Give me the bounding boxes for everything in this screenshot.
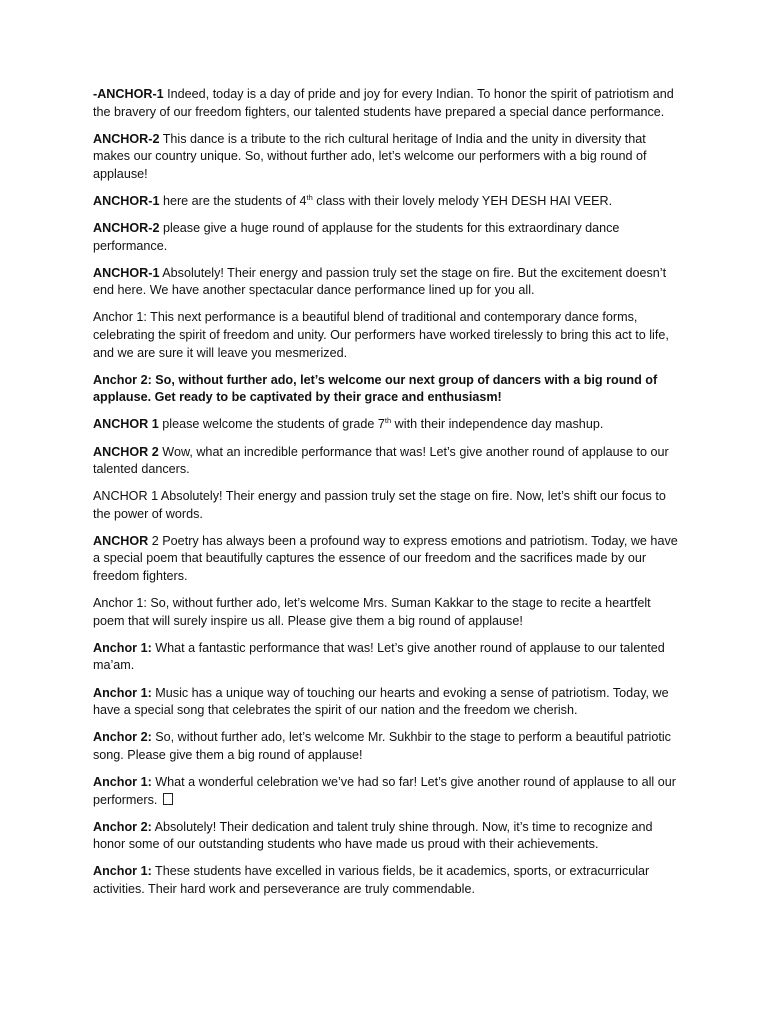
paragraph-17	[93, 819, 678, 854]
paragraph-text: Wow, what an incredible performance that was! Let’s give another round of applause to our talented dancers.	[93, 444, 669, 477]
speaker-label: ANCHOR-1	[93, 193, 160, 208]
paragraph-8	[93, 416, 678, 434]
paragraph-text: These students have excelled in various fields, be it academics, sports, or extracurricular activities. Their hard work and perseverance are truly commendable.	[93, 864, 650, 896]
paragraph-9	[93, 444, 678, 479]
paragraph-1	[93, 86, 678, 121]
paragraph-text: here are the students of 4	[159, 193, 307, 208]
speaker-label: Anchor 1:	[93, 685, 152, 700]
paragraph-10	[93, 488, 678, 523]
paragraph-5	[93, 265, 678, 300]
speaker-label: ANCHOR 1	[93, 417, 159, 432]
paragraph-text: What a fantastic performance that was! Let’s give another round of applause to our talented ma’am.	[93, 640, 665, 673]
paragraph-text: Absolutely! Their energy and passion truly set the stage on fire. But the excitement doesn’t end here. We have another spectacular dance performance lined up for you all.	[93, 265, 667, 298]
paragraph-text: please give a huge round of applause for the students for this extraordinary dance performance.	[93, 221, 620, 253]
paragraph-7	[93, 372, 678, 407]
paragraph-11	[93, 533, 678, 586]
paragraph-text: What a wonderful celebration we’ve had so far! Let’s give another round of applause to all our performers.	[93, 774, 676, 807]
paragraph-12	[93, 595, 678, 630]
speaker-label: Anchor 1:	[93, 774, 152, 789]
speaker-label: -ANCHOR-1	[93, 87, 164, 101]
paragraph-4	[93, 220, 678, 255]
superscript: th	[306, 192, 313, 202]
paragraph-text: Anchor 1: So, without further ado, let’s welcome Mrs. Suman Kakkar to the stage to recite a heartfelt poem that will surely inspire us all. Please give them a big round of applause!	[93, 596, 651, 628]
speaker-label: Anchor 2:	[93, 819, 152, 834]
paragraph-text: Anchor 1: This next performance is a beautiful blend of traditional and contemporary dance forms, celebrating the spirit of freedom and unity. Our performers have worked tirelessly to bring this act to life, and we are sure it will leave you mesmerized.	[93, 310, 669, 360]
paragraph-text: Indeed, today is a day of pride and joy for every Indian. To honor the spirit of patriotism and the bravery of our freedom fighters, our talented students have prepared a special dance performance.	[93, 87, 674, 119]
paragraph-3	[93, 193, 678, 211]
paragraph-text: please welcome the students of grade 7	[158, 417, 385, 432]
paragraph-text-cont: class with their lovely melody YEH DESH HAI VEER.	[312, 193, 613, 208]
paragraph-text: So, without further ado, let’s welcome Mr. Sukhbir to the stage to perform a beautiful patriotic song. Please give them a big round of applause!	[93, 730, 671, 762]
missing-glyph-icon	[163, 793, 173, 805]
speaker-label: ANCHOR 2	[93, 444, 159, 459]
speaker-label: ANCHOR-2	[93, 131, 160, 146]
paragraph-text: This dance is a tribute to the rich cultural heritage of India and the unity in diversity that makes our country unique. So, without further ado, let’s welcome our performers with a big round of applause!	[93, 131, 647, 181]
paragraph-18	[93, 863, 678, 898]
paragraph-2	[93, 131, 678, 184]
paragraph-15	[93, 729, 678, 764]
paragraph-text: Music has a unique way of touching our hearts and evoking a sense of patriotism. Today, we have a special song that celebrates the spirit of our nation and the freedom we cherish.	[93, 685, 669, 718]
paragraph-6	[93, 309, 678, 362]
paragraph-16	[93, 774, 678, 809]
superscript: th	[384, 416, 392, 426]
paragraph-text-cont: with their independence day mashup.	[391, 417, 604, 432]
paragraph-text: ANCHOR 1 Absolutely! Their energy and passion truly set the stage on fire. Now, let’s shift our focus to the power of words.	[93, 489, 666, 521]
speaker-label: ANCHOR-1	[93, 265, 160, 280]
speaker-label: Anchor 1:	[93, 864, 152, 879]
paragraph-text: 2 Poetry has always been a profound way to express emotions and patriotism. Today, we have a special poem that beautifully captures the essence of our freedom and the sacrifices made by our freedom fighters.	[93, 533, 678, 584]
speaker-label: ANCHOR	[93, 533, 149, 548]
paragraph-text: Anchor 2: So, without further ado, let’s welcome our next group of dancers with a big round of applause. Get ready to be captivated by their grace and enthusiasm!	[93, 372, 658, 405]
speaker-label: ANCHOR-2	[93, 221, 160, 236]
speaker-label: Anchor 1:	[93, 640, 152, 655]
paragraph-14	[93, 685, 678, 720]
paragraph-13	[93, 640, 678, 675]
paragraph-text: Absolutely! Their dedication and talent truly shine through. Now, it’s time to recognize and honor some of our outstanding students who have made us proud with their achievements.	[93, 819, 653, 852]
speaker-label: Anchor 2:	[93, 730, 152, 745]
